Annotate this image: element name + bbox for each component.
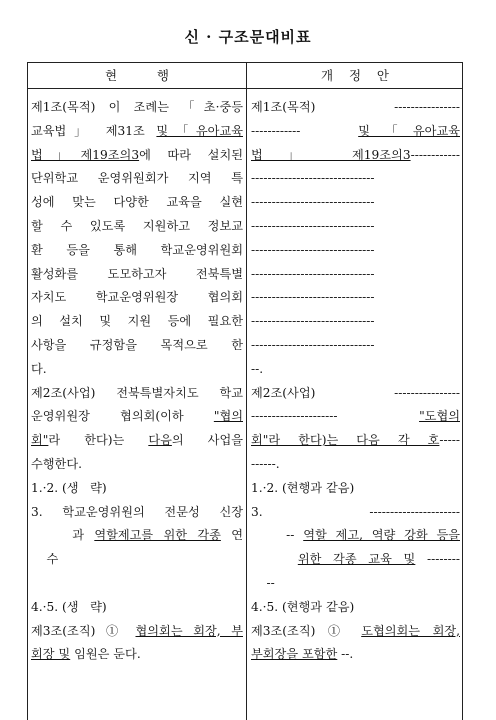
text-line	[31, 310, 243, 334]
text-segment: ------------------------------	[251, 290, 375, 305]
text-segment: 다.	[31, 361, 47, 376]
text-segment: 3. 학교운영위원의 전문성 신장	[31, 504, 243, 519]
text-segment: --------	[415, 552, 460, 567]
text-segment	[251, 552, 298, 566]
text-line	[31, 167, 243, 191]
text-segment: ------.	[251, 456, 280, 471]
text-line	[31, 501, 243, 525]
text-segment: --	[251, 528, 304, 543]
text-segment: ------------	[251, 123, 359, 138]
text-line	[31, 524, 243, 548]
text-line	[251, 358, 460, 382]
text-segment: 단위학교 운영위원회가 지역 특	[31, 171, 243, 186]
underlined-text: 법」제19조의3	[31, 147, 140, 162]
underlined-text: "도협의	[419, 409, 460, 424]
text-segment: 수	[31, 552, 59, 567]
text-line	[31, 358, 243, 382]
text-line	[251, 191, 460, 215]
text-segment: 임원은 둔다.	[70, 647, 141, 662]
text-line	[31, 548, 243, 572]
table-header-row	[28, 63, 462, 89]
text-segment: 의 사업을	[171, 433, 243, 448]
text-line	[251, 524, 460, 548]
text-segment: 제3조(조직) ①	[31, 623, 136, 638]
underlined-text: "협의	[213, 409, 243, 424]
text-segment: 1.·2. (생 략)	[31, 480, 107, 495]
underlined-text: 및「유아교육	[358, 123, 460, 138]
text-segment: 환 등을 통해 학교운영위원회	[31, 242, 243, 257]
text-segment: 연	[220, 528, 243, 543]
text-segment: 제2조(사업) ----------------	[251, 385, 460, 400]
text-line	[251, 334, 460, 358]
text-line	[31, 96, 243, 120]
underlined-text: 회"라 한다)는 다음 각 호	[251, 433, 440, 448]
text-segment: 과	[31, 528, 95, 543]
text-segment: 제2조(사업) 전북특별자치도 학교	[31, 385, 243, 400]
text-segment: 제1조(목적) ----------------	[251, 100, 460, 114]
text-segment: 4.·5. (생 략)	[31, 599, 107, 614]
text-segment: 활성화를 도모하고자 전북특별	[31, 266, 243, 281]
text-segment: --.	[337, 647, 354, 662]
text-segment: ------------------------------	[251, 195, 375, 210]
underlined-text: 및「유아교육	[156, 123, 243, 138]
text-line	[251, 596, 460, 620]
text-line	[251, 144, 460, 168]
current-text-column	[31, 96, 243, 667]
text-line	[31, 405, 243, 429]
underlined-text: 도협의회는 회장,	[361, 623, 460, 638]
text-line	[251, 96, 460, 120]
text-segment: --.	[251, 361, 264, 376]
text-line	[251, 215, 460, 239]
text-line	[251, 405, 460, 429]
text-line	[31, 572, 243, 596]
underlined-text: 회장 및	[31, 647, 71, 662]
underlined-text: 다음	[148, 433, 172, 448]
text-line	[31, 620, 243, 644]
text-line	[31, 191, 243, 215]
text-line	[31, 429, 243, 453]
text-line	[251, 382, 460, 406]
text-segment: 의 설치 및 지원 등에 필요한	[31, 314, 243, 329]
text-segment: 1.·2. (현행과 같음)	[251, 480, 355, 495]
text-line	[31, 596, 243, 620]
text-segment: 할 수 있도록 지원하고 정보교	[31, 218, 243, 233]
text-segment: ------------------------------	[251, 171, 375, 186]
text-segment: ------------------------------	[251, 314, 375, 329]
text-line	[251, 310, 460, 334]
text-line	[251, 477, 460, 501]
text-segment: 수행한다.	[31, 456, 82, 471]
underlined-text: 협의회는 회장, 부	[135, 623, 243, 638]
text-line	[31, 453, 243, 477]
text-segment: --	[251, 575, 275, 590]
text-line	[251, 453, 460, 477]
underlined-text: 법」 제19조의3	[251, 147, 411, 162]
text-line	[31, 263, 243, 287]
text-segment: ------------------------------	[251, 266, 375, 281]
text-segment: 교육법」 제31조	[31, 123, 157, 138]
text-line	[251, 429, 460, 453]
text-line	[251, 548, 460, 572]
underlined-text: 회"	[31, 433, 49, 448]
text-line	[31, 382, 243, 406]
text-line	[251, 263, 460, 287]
text-line	[251, 501, 460, 525]
text-segment: 성에 맞는 다양한 교육을 실현	[31, 195, 243, 210]
header-current: 현 행	[105, 68, 169, 83]
text-segment: 제3조(조직) ①	[251, 623, 362, 638]
text-line	[251, 572, 460, 596]
text-segment: 3. ----------------------	[251, 504, 460, 519]
underlined-text: 역할 제고, 역량 강화 등을	[303, 528, 460, 543]
text-segment: ---------------------	[251, 409, 420, 424]
text-line	[251, 620, 460, 644]
text-line	[31, 477, 243, 501]
text-segment: ------------------------------	[251, 242, 375, 257]
text-line	[251, 239, 460, 263]
text-line	[31, 215, 243, 239]
text-segment: 에 따라 설치된	[139, 147, 243, 162]
text-line	[31, 120, 243, 144]
text-line	[251, 167, 460, 191]
text-line	[251, 120, 460, 144]
underlined-text: 역할제고를 위한 각종	[94, 528, 221, 543]
text-segment: ------------------------------	[251, 218, 375, 233]
underlined-text: 위한 각종 교육 및	[297, 552, 416, 567]
text-line	[31, 239, 243, 263]
comparison-table	[27, 62, 463, 720]
document-title: 신 · 구조문대비표	[184, 28, 312, 46]
text-line	[31, 643, 243, 667]
text-segment: 라 한다)는	[48, 433, 149, 448]
text-segment: 자치도 학교운영위원장 협의회	[31, 290, 243, 305]
text-line	[251, 643, 460, 667]
text-line	[31, 144, 243, 168]
text-line	[251, 286, 460, 310]
column-divider	[246, 63, 247, 720]
text-segment: 운영위원장 협의회(이하	[31, 409, 214, 424]
text-segment: 4.·5. (현행과 같음)	[251, 599, 355, 614]
text-segment: -----	[439, 433, 460, 448]
text-segment: 사항을 규정함을 목적으로 한	[31, 337, 243, 352]
revised-text-column	[251, 96, 460, 667]
text-segment: 제1조(목적) 이 조례는 「초·중등	[31, 100, 243, 114]
text-line	[31, 334, 243, 358]
underlined-text: 부회장을 포함한	[251, 647, 338, 662]
text-line	[31, 286, 243, 310]
header-revised: 개 정 안	[320, 68, 389, 83]
text-segment: ------------------------------	[251, 337, 375, 352]
text-segment: ------------	[410, 147, 460, 162]
